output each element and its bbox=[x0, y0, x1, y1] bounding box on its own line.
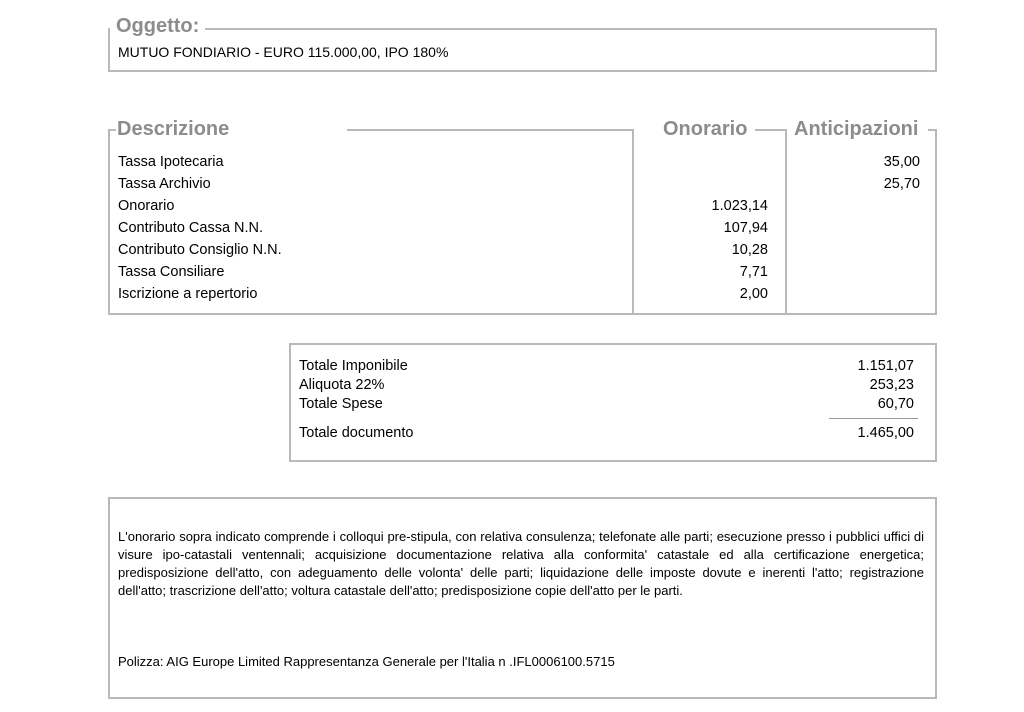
table-right-border bbox=[935, 129, 937, 315]
row-descrizione: Tassa Consiliare bbox=[118, 264, 225, 280]
row-onorario: 2,00 bbox=[739, 286, 768, 302]
header-line-left bbox=[108, 129, 116, 131]
aliquota-label: Aliquota 22% bbox=[299, 377, 385, 393]
table-left-border bbox=[108, 129, 110, 315]
aliquota-value: 253,23 bbox=[869, 377, 914, 393]
polizza-text: Polizza: AIG Europe Limited Rappresentanza Generale per l'Italia n .IFL0006100.5715 bbox=[118, 654, 615, 669]
header-line-right bbox=[928, 129, 937, 131]
row-onorario: 107,94 bbox=[723, 220, 768, 236]
header-anticipazioni: Anticipazioni bbox=[794, 118, 919, 140]
totals-divider bbox=[829, 418, 918, 419]
row-anticipazioni: 35,00 bbox=[883, 154, 920, 170]
totale-documento-label: Totale documento bbox=[299, 425, 414, 441]
totale-spese-value: 60,70 bbox=[877, 396, 914, 412]
header-line-onorario bbox=[755, 129, 787, 131]
column-separator-1 bbox=[632, 129, 634, 315]
row-onorario: 7,71 bbox=[739, 264, 768, 280]
row-descrizione: Onorario bbox=[118, 198, 175, 214]
header-descrizione: Descrizione bbox=[117, 118, 230, 140]
header-line-mid bbox=[347, 129, 634, 131]
row-anticipazioni: 25,70 bbox=[883, 176, 920, 192]
row-descrizione: Contributo Cassa N.N. bbox=[118, 220, 264, 236]
oggetto-value: MUTUO FONDIARIO - EURO 115.000,00, IPO 180% bbox=[118, 44, 449, 60]
row-descrizione: Tassa Archivio bbox=[118, 176, 211, 192]
row-descrizione: Iscrizione a repertorio bbox=[118, 286, 258, 302]
notes-paragraph: L'onorario sopra indicato comprende i colloqui pre-stipula, con relativa consulenza; telefonate alle parti; esecuzione presso i pubblici uffici di visure ipo-catastali ventennali; acquisizione documentazione relativa alla conformita' catastale ed alla certificazione energetica; predisposizione dell'atto, con adeguamento delle volonta' delle parti; liquidazione delle imposte dovute e inerenti l'atto; registrazione dell'atto; trascrizione dell'atto; voltura catastale dell'atto; predisposizione copie dell'atto per le parti. bbox=[118, 529, 924, 598]
column-separator-2 bbox=[785, 129, 787, 315]
totale-spese-label: Totale Spese bbox=[299, 396, 383, 412]
totale-imponibile-label: Totale Imponibile bbox=[299, 358, 408, 374]
row-descrizione: Tassa Ipotecaria bbox=[118, 154, 224, 170]
totale-documento-value: 1.465,00 bbox=[857, 425, 914, 441]
oggetto-title: Oggetto: bbox=[110, 15, 205, 37]
table-bottom-border bbox=[108, 313, 937, 315]
header-onorario: Onorario bbox=[663, 118, 748, 140]
totale-imponibile-value: 1.151,07 bbox=[857, 358, 914, 374]
row-onorario: 1.023,14 bbox=[711, 198, 768, 214]
row-descrizione: Contributo Consiglio N.N. bbox=[118, 242, 282, 258]
row-onorario: 10,28 bbox=[731, 242, 768, 258]
